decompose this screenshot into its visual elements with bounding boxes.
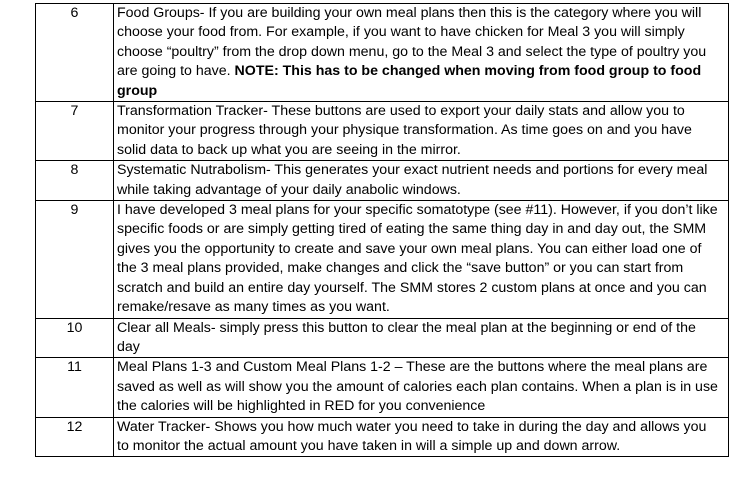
table-row <box>36 161 729 201</box>
row-number: 12 <box>36 417 114 457</box>
row-description: Meal Plans 1-3 and Custom Meal Plans 1-2 – These are the buttons where the meal plans are saved as well as will show you the amount of calories each plan contains. When a plan is in use the calories will be highlighted in RED for you convenience <box>114 358 729 417</box>
table-row <box>36 201 729 318</box>
row-number: 7 <box>36 102 114 161</box>
table-row <box>36 318 729 358</box>
row-description <box>114 4 729 102</box>
row-description: I have developed 3 meal plans for your specific somatotype (see #11). However, if you don’t like specific foods or are simply getting tired of eating the same thing day in and day out, the SMM gives you the opportunity to create and save your own meal plans. You can either load one of the 3 meal plans provided, make changes and click the “save button” or you can start from scratch and build an entire day yourself. The SMM stores 2 custom plans at once and you can remake/resave as many times as you want. <box>114 201 729 318</box>
row-description: Transformation Tracker- These buttons are used to export your daily stats and allow you to monitor your progress through your physique transformation. As time goes on and you have solid data to back up what you are seeing in the mirror. <box>114 102 729 161</box>
table-row <box>36 417 729 457</box>
row-description: Water Tracker- Shows you how much water you need to take in during the day and allows you to monitor the actual amount you have taken in will a simple up and down arrow. <box>114 417 729 457</box>
legend-table <box>35 3 729 457</box>
row-description: Clear all Meals- simply press this button to clear the meal plan at the beginning or end of the day <box>114 318 729 358</box>
description-text: Food Groups- If you are building your own meal plans then this is the category where you will choose your food from. For example, if you want to have chicken for Meal 3 you will simply choose “poultry” from the drop down menu, go to the Meal 3 and select the type of poultry you are going to have. <box>117 5 707 80</box>
row-number: 10 <box>36 318 114 358</box>
note-text: NOTE: This has to be changed when moving from food group to food group <box>117 63 702 99</box>
table-row <box>36 4 729 102</box>
row-number: 8 <box>36 161 114 201</box>
row-number: 6 <box>36 4 114 102</box>
row-number: 9 <box>36 201 114 318</box>
table-row <box>36 102 729 161</box>
row-number: 11 <box>36 358 114 417</box>
row-description: Systematic Nutrabolism- This generates your exact nutrient needs and portions for every meal while taking advantage of your daily anabolic windows. <box>114 161 729 201</box>
table-row <box>36 358 729 417</box>
